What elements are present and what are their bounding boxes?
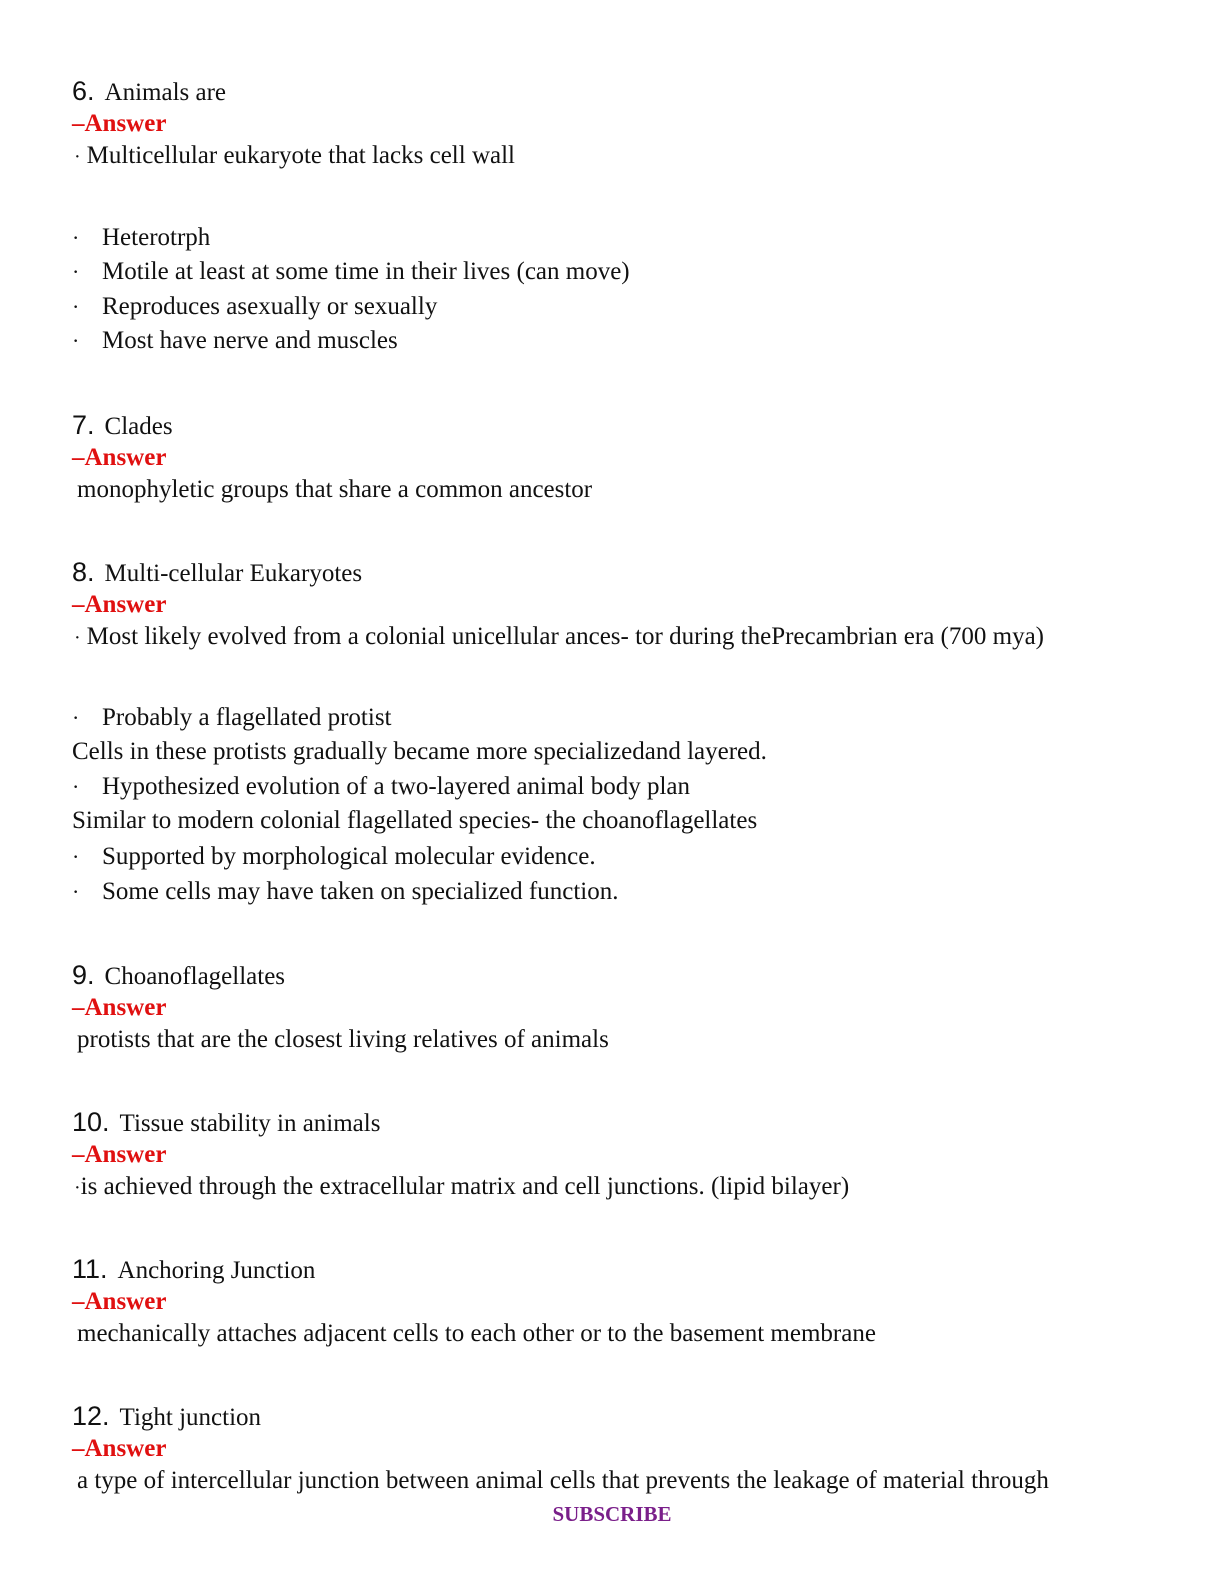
answer-first-line [74, 622, 1044, 653]
answer-label: –Answer [72, 994, 167, 1021]
answer-label: –Answer [72, 1288, 167, 1315]
bullet-item [72, 292, 437, 322]
answer-first-line [74, 141, 515, 172]
subscribe-link[interactable]: SUBSCRIBE [552, 1502, 672, 1526]
question-number: 8. [72, 557, 95, 587]
question-title: Choanoflagellates [104, 963, 286, 990]
bullet-icon: · [72, 259, 80, 284]
question-7 [72, 410, 173, 442]
question-title: Clades [104, 413, 173, 440]
bullet-icon: · [74, 1177, 81, 1199]
bullet-icon: · [72, 225, 80, 250]
answer-label: –Answer [72, 444, 167, 471]
bullet-icon: · [72, 844, 80, 869]
question-number: 9. [72, 960, 95, 990]
answer-label: –Answer [72, 1141, 167, 1168]
bullet-item [72, 703, 392, 733]
paragraph-text: Similar to modern colonial flagellated species- the choanoflagellates [72, 807, 758, 834]
answer-text: Multicellular eukaryote that lacks cell wall [86, 142, 515, 169]
answer-text: protists that are the closest living relatives of animals [77, 1026, 609, 1053]
answer-text: a type of intercellular junction between animal cells that prevents the leakage of material through [77, 1467, 1049, 1494]
question-9 [72, 960, 285, 992]
bullet-item [72, 772, 690, 802]
question-10 [72, 1107, 380, 1139]
question-title: Multi-cellular Eukaryotes [104, 560, 363, 587]
bullet-item [72, 326, 398, 356]
bullet-icon: · [72, 328, 80, 353]
bullet-text: Most have nerve and muscles [102, 327, 398, 354]
bullet-text: Heterotrph [102, 224, 211, 251]
question-title: Tissue stability in animals [119, 1110, 381, 1137]
answer-text: mechanically attaches adjacent cells to each other or to the basement membrane [77, 1320, 876, 1347]
bullet-item [72, 842, 596, 872]
answer-first-line [74, 1172, 849, 1203]
bullet-text: Some cells may have taken on specialized function. [102, 878, 619, 905]
paragraph-text: Cells in these protists gradually became more specializedand layered. [72, 738, 767, 765]
question-title: Tight junction [119, 1404, 262, 1431]
question-6 [72, 76, 226, 108]
bullet-text: Supported by morphological molecular evidence. [102, 843, 596, 870]
bullet-text: Hypothesized evolution of a two-layered animal body plan [102, 773, 691, 800]
question-number: 6. [72, 76, 95, 106]
bullet-icon: · [72, 705, 80, 730]
bullet-icon: · [72, 879, 80, 904]
question-title: Anchoring Junction [117, 1257, 316, 1284]
bullet-item [72, 223, 210, 253]
bullet-item [72, 257, 630, 287]
question-number: 11. [72, 1254, 108, 1284]
bullet-text: Reproduces asexually or sexually [102, 293, 438, 320]
question-number: 7. [72, 410, 95, 440]
bullet-icon: · [74, 627, 81, 649]
answer-text: is achieved through the extracellular matrix and cell junctions. (lipid bilayer) [80, 1173, 850, 1200]
question-8 [72, 557, 362, 589]
question-11 [72, 1254, 315, 1286]
answer-text: monophyletic groups that share a common ancestor [77, 476, 593, 503]
question-12 [72, 1401, 261, 1433]
answer-label: –Answer [72, 1435, 167, 1462]
answer-label: –Answer [72, 591, 167, 618]
bullet-text: Probably a flagellated protist [102, 704, 392, 731]
bullet-item [72, 877, 619, 907]
bullet-icon: · [72, 294, 80, 319]
question-number: 12. [72, 1401, 110, 1431]
bullet-icon: · [74, 146, 81, 168]
answer-label: –Answer [72, 110, 167, 137]
answer-text: Most likely evolved from a colonial unicellular ances- tor during thePrecambrian era (700 mya) [86, 623, 1044, 650]
bullet-text: Motile at least at some time in their lives (can move) [102, 258, 630, 285]
question-title: Animals are [104, 79, 227, 106]
question-number: 10. [72, 1107, 110, 1137]
bullet-icon: · [72, 774, 80, 799]
